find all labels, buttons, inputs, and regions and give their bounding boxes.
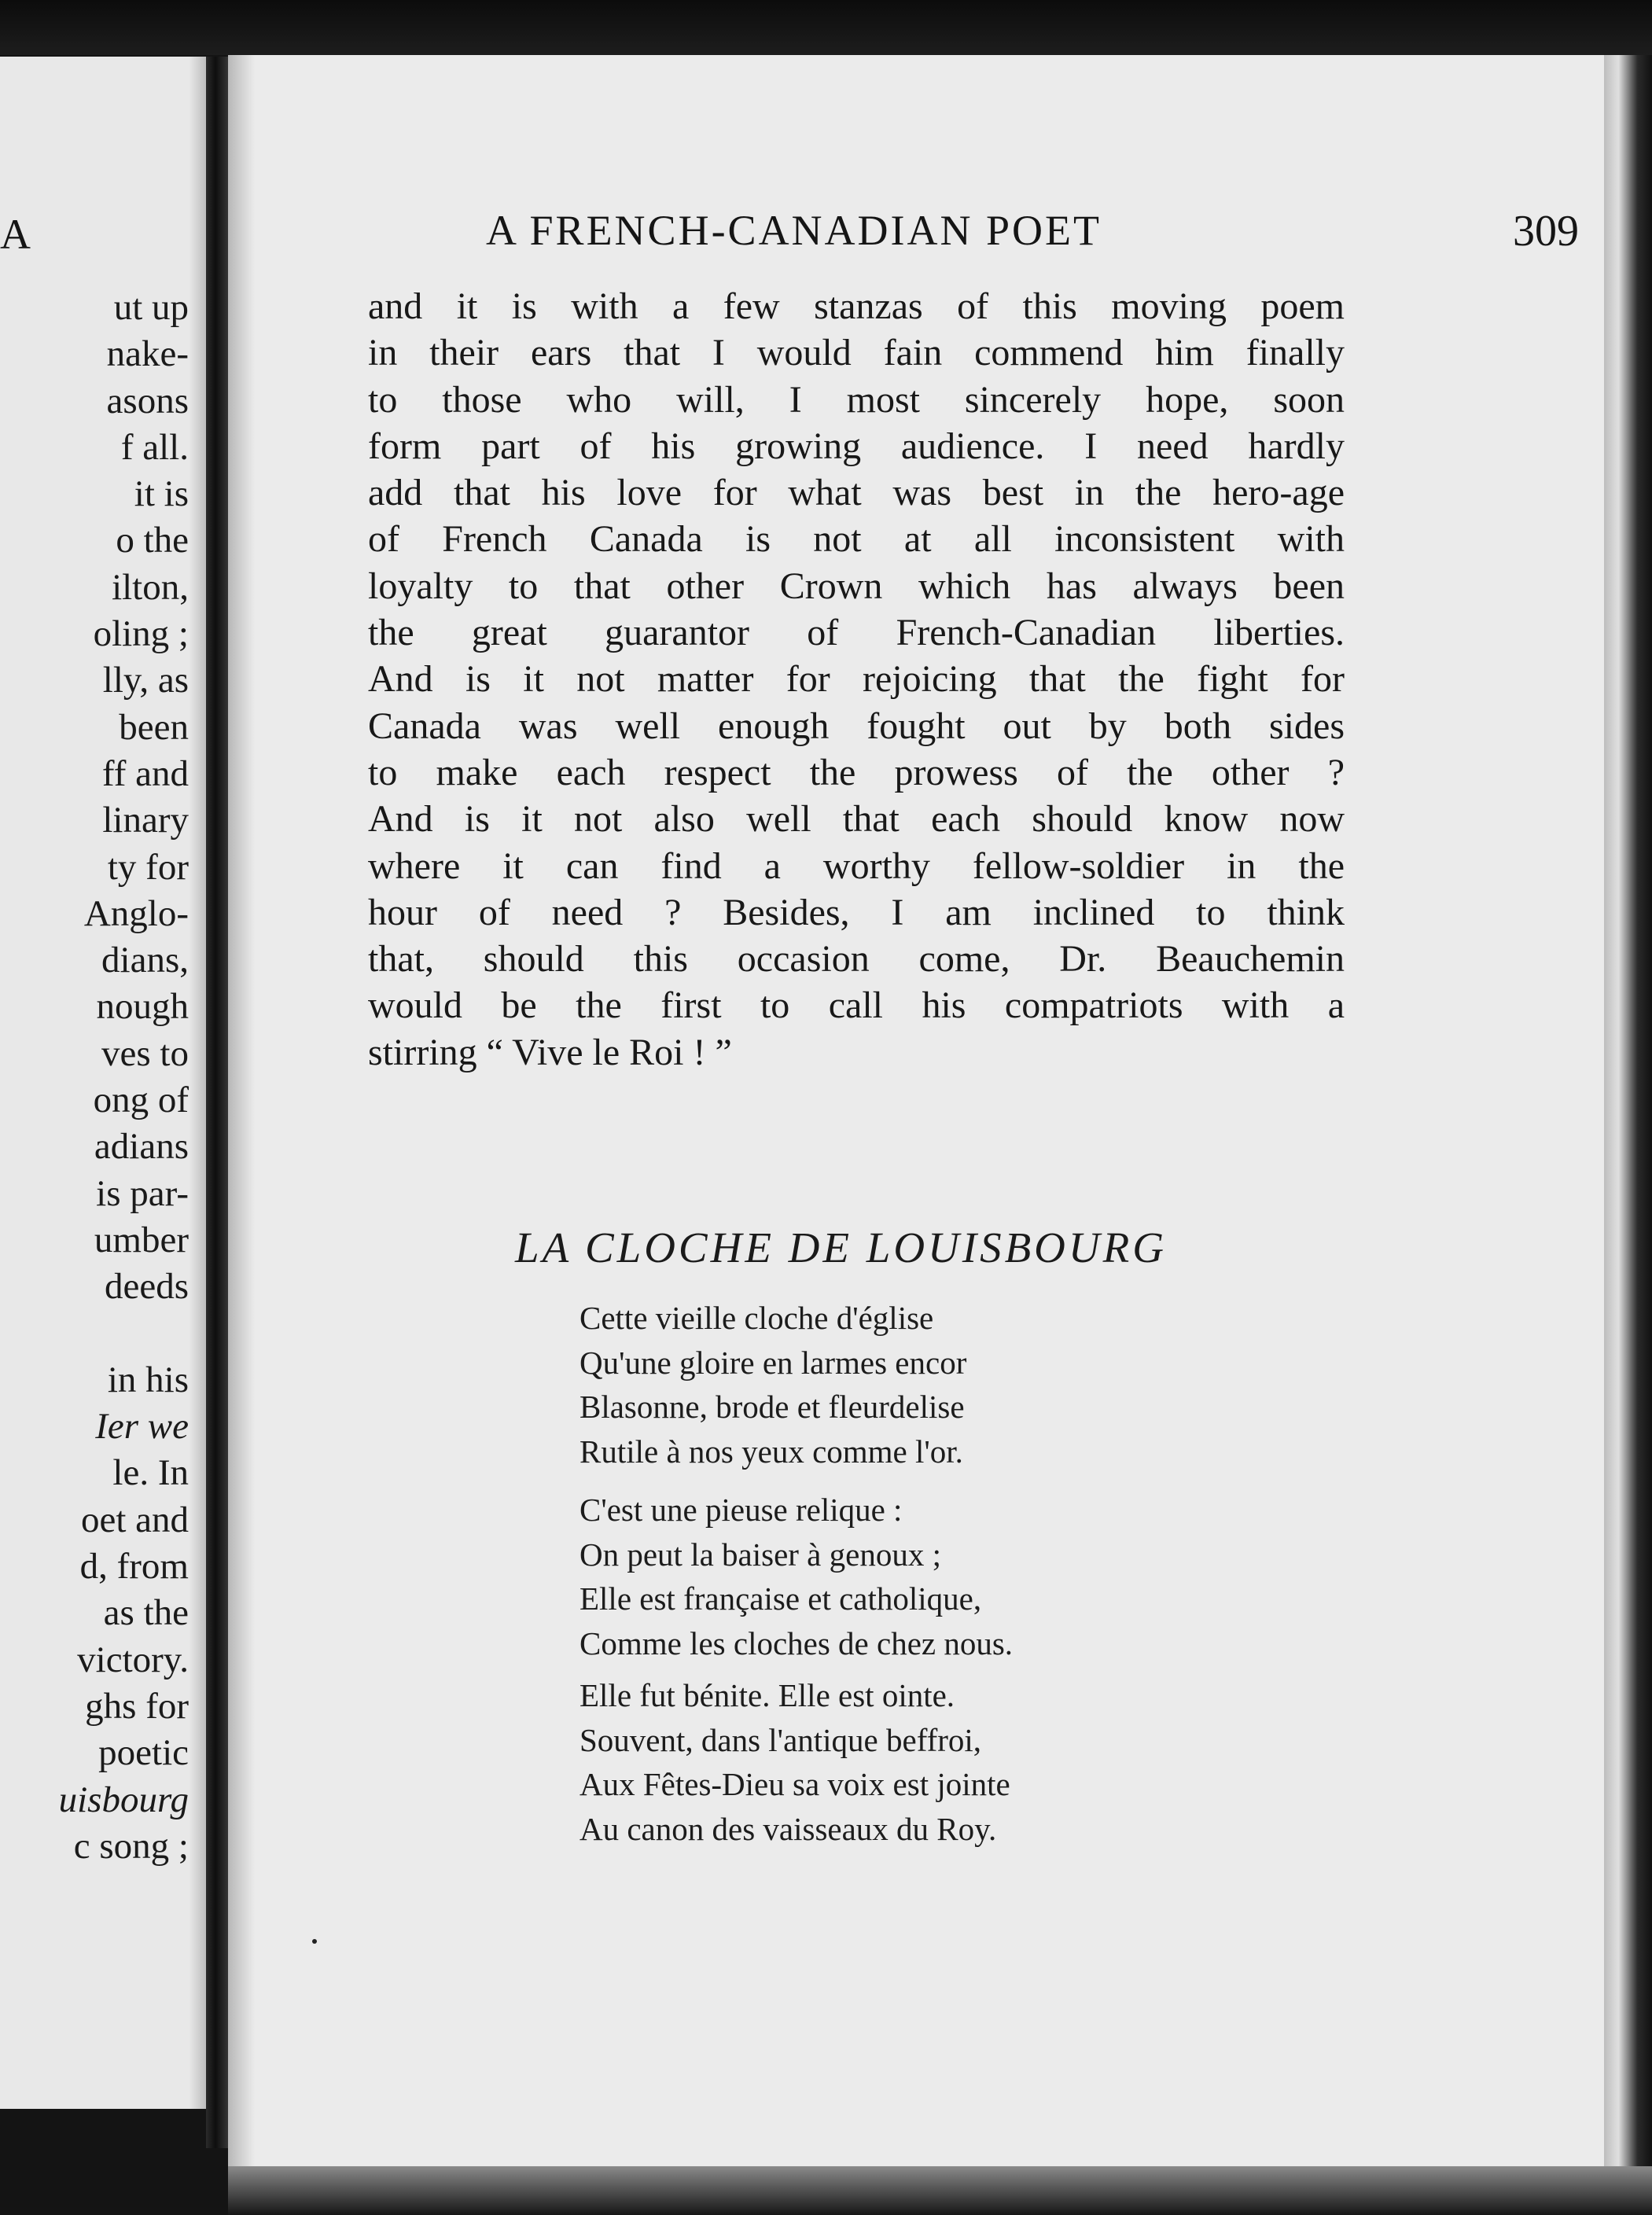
body-paragraph — [368, 283, 1345, 1076]
body-line: where it can find a worthy fellow-soldier in the — [368, 844, 1345, 887]
left-page-line: oling ; — [93, 613, 189, 655]
left-page-line: lly, as — [102, 660, 189, 701]
scan-bottom-margin — [228, 2166, 1652, 2215]
left-page-line: oet and — [80, 1499, 189, 1540]
poem-line: On peut la baiser à genoux ; — [579, 1536, 941, 1573]
left-page-line: it is — [134, 473, 189, 515]
body-line: the great guarantor of French-Canadian liberties. — [368, 612, 1345, 654]
poem-line: Cette vieille cloche d'église — [579, 1300, 934, 1336]
poem-stanza-2 — [579, 1488, 1013, 1665]
left-page-line: f all. — [120, 426, 189, 468]
left-page-edge-shadow — [189, 57, 206, 2109]
left-page-line: poetic — [98, 1732, 189, 1774]
right-page — [228, 55, 1604, 2166]
body-line: And is it not matter for rejoicing that the fight for — [368, 658, 1345, 701]
body-line: in their ears that I would fain commend him finally — [368, 332, 1345, 374]
left-page-line: c song ; — [73, 1825, 189, 1867]
left-page-line: d, from — [79, 1546, 189, 1588]
left-page-line: asons — [106, 380, 189, 421]
left-page-line: le. In — [112, 1452, 189, 1494]
poem-stanza-3 — [579, 1673, 1010, 1851]
poem-line: Souvent, dans l'antique beffroi, — [579, 1721, 982, 1758]
body-line: would be the first to call his compatriots with a — [368, 984, 1345, 1027]
left-facing-page — [0, 57, 209, 2109]
body-line: of French Canada is not at all inconsistent with — [368, 518, 1345, 561]
left-page-line: ong of — [93, 1080, 189, 1121]
left-page-line — [0, 1311, 189, 1357]
body-line: stirring “ Vive le Roi ! ” — [368, 1031, 732, 1073]
poem-line: Rutile à nos yeux comme l'or. — [579, 1433, 963, 1470]
scan-speck — [312, 1939, 317, 1944]
left-page-line: ut up — [113, 287, 189, 328]
left-page-line: dians, — [101, 940, 189, 981]
left-page-line: in his — [107, 1359, 189, 1400]
body-line: form part of his growing audience. I need hardly — [368, 425, 1345, 467]
left-page-line: is par- — [96, 1172, 189, 1214]
page-fore-edge — [1604, 55, 1652, 2194]
body-line: add that his love for what was best in the hero-age — [368, 472, 1345, 514]
body-line: to make each respect the prowess of the other ? — [368, 751, 1345, 793]
left-page-line: o the — [116, 520, 189, 561]
left-page-line: ff and — [101, 752, 189, 794]
page-number: 309 — [1513, 207, 1579, 256]
poem-line: Aux Fêtes-Dieu sa voix est jointe — [579, 1766, 1010, 1802]
poem-line: Au canon des vaisseaux du Roy. — [579, 1810, 997, 1847]
left-page-line: nake- — [106, 333, 189, 375]
poem-stanza-1 — [579, 1296, 966, 1474]
left-page-line: ty for — [107, 846, 189, 888]
spine-shadow — [228, 55, 255, 2166]
left-page-line: ghs for — [85, 1685, 189, 1727]
body-line: that, should this occasion come, Dr. Beauchemin — [368, 938, 1345, 981]
poem-line: Qu'une gloire en larmes encor — [579, 1344, 967, 1381]
left-page-line: ilton, — [112, 566, 189, 608]
left-page-line: linary — [102, 800, 189, 841]
poem-line: C'est une pieuse relique : — [579, 1492, 903, 1528]
scan-top-margin — [0, 0, 1652, 55]
left-page-line: Ier we — [95, 1406, 189, 1448]
poem-line: Comme les cloches de chez nous. — [579, 1624, 1014, 1661]
left-page-text — [0, 285, 189, 1870]
book-gutter — [206, 57, 230, 2148]
left-page-line: as the — [103, 1592, 189, 1634]
left-page-line: deeds — [104, 1266, 189, 1308]
poem-line: Blasonne, brode et fleurdelise — [579, 1389, 965, 1425]
left-page-line: adians — [94, 1126, 189, 1168]
body-line: Canada was well enough fought out by both sides — [368, 705, 1345, 747]
body-line: loyalty to that other Crown which has always been — [368, 565, 1345, 607]
left-page-line: uisbourg — [58, 1779, 189, 1820]
poem-line: Elle fut bénite. Elle est ointe. — [579, 1677, 955, 1713]
body-line: and it is with a few stanzas of this moving poem — [368, 285, 1345, 327]
left-page-line: umber — [94, 1219, 189, 1260]
left-page-line: victory. — [77, 1639, 189, 1680]
body-line: hour of need ? Besides, I am inclined to think — [368, 891, 1345, 933]
left-page-line: been — [119, 706, 189, 748]
left-page-line: nough — [96, 986, 189, 1028]
poem-line: Elle est française et catholique, — [579, 1580, 982, 1617]
body-line: And is it not also well that each should know now — [368, 798, 1345, 841]
running-title: A FRENCH-CANADIAN POET — [486, 207, 1102, 254]
body-line: to those who will, I most sincerely hope, soon — [368, 378, 1345, 421]
running-head — [486, 206, 1579, 261]
left-page-line: ves to — [101, 1032, 189, 1074]
poem-title: LA CLOCHE DE LOUISBOURG — [515, 1223, 1167, 1271]
left-page-line: Anglo- — [83, 892, 189, 934]
left-running-head: A — [0, 211, 32, 258]
